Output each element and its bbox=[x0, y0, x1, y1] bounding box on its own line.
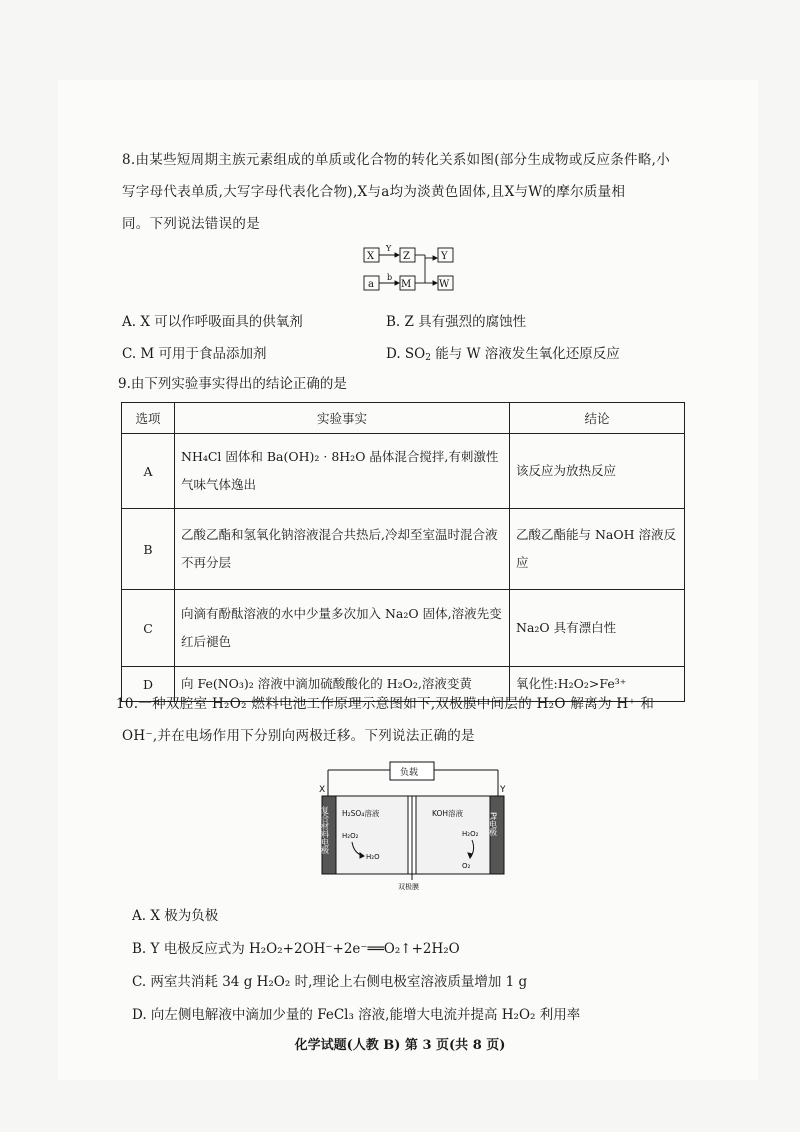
q8-option-d-post: 能与 W 溶液发生氧化还原反应 bbox=[430, 346, 620, 362]
q8-label-x: X bbox=[367, 251, 375, 262]
q10-option-c: C. 两室共消耗 34 g H₂O₂ 时,理论上右侧电极室溶液质量增加 1 g bbox=[132, 974, 528, 990]
q9-stem: 9.由下列实验事实得出的结论正确的是 bbox=[118, 376, 347, 392]
q10-option-b: B. Y 电极反应式为 H₂O₂+2OH⁻+2e⁻══O₂↑+2H₂O bbox=[132, 941, 460, 957]
left-electrode-label: 复合材料电极 bbox=[320, 806, 330, 854]
q8-line3: 同。下列说法错误的是 bbox=[122, 216, 260, 232]
q9-row-c-conclusion: Na₂O 具有漂白性 bbox=[510, 590, 685, 667]
q10-line1: 10.一种双腔室 H₂O₂ 燃料电池工作原理示意图如下,双极膜中间层的 H₂O 解离为 H⁺ 和 bbox=[116, 696, 655, 712]
q8-arrow-label-b: b bbox=[387, 273, 393, 282]
q9-table-header bbox=[122, 403, 685, 434]
q8-option-a: A. X 可以作呼吸面具的供氧剂 bbox=[122, 314, 303, 330]
q9-header-conclusion: 结论 bbox=[510, 403, 685, 434]
right-solution-label: KOH溶液 bbox=[432, 809, 464, 818]
q9-header-fact: 实验事实 bbox=[175, 403, 510, 434]
q8-line2: 写字母代表单质,大写字母代表化合物),X与a均为淡黄色固体,且X与W的摩尔质量相 bbox=[122, 184, 626, 200]
table-row bbox=[122, 434, 685, 509]
q10-fuel-cell-diagram bbox=[312, 760, 512, 892]
q10-line2: OH⁻,并在电场作用下分别向两极迁移。下列说法正确的是 bbox=[122, 728, 475, 744]
x-terminal-label: X bbox=[319, 785, 326, 795]
q9-header-option: 选项 bbox=[122, 403, 175, 434]
q9-row-a-option: A bbox=[122, 434, 175, 509]
table-row bbox=[122, 509, 685, 590]
q8-label-z: Z bbox=[403, 251, 410, 262]
left-solution-label: H₂SO₄溶液 bbox=[342, 809, 380, 818]
q9-row-b-conclusion: 乙酸乙酯能与 NaOH 溶液反应 bbox=[510, 509, 685, 590]
q8-label-w: W bbox=[439, 279, 450, 290]
q9-row-c-option: C bbox=[122, 590, 175, 667]
left-product-label: H₂O bbox=[366, 853, 380, 861]
q8-line1: 8.由某些短周期主族元素组成的单质或化合物的转化关系如图(部分生成物或反应条件略,小 bbox=[122, 152, 671, 168]
q8-arrow-label-y: Y bbox=[386, 244, 392, 253]
q8-label-a: a bbox=[368, 279, 374, 290]
right-electrode-label: Pt电极 bbox=[488, 812, 498, 836]
page-footer: 化学试题(人教 B) 第 3 页(共 8 页) bbox=[294, 1038, 506, 1053]
q9-row-a-conclusion: 该反应为放热反应 bbox=[510, 434, 685, 509]
q9-row-d-option: D bbox=[122, 667, 175, 702]
y-terminal-label: Y bbox=[500, 785, 506, 795]
q8-option-b: B. Z 具有强烈的腐蚀性 bbox=[386, 314, 527, 330]
q8-option-d-sub: 2 bbox=[425, 353, 431, 363]
right-reactant-label: H₂O₂ bbox=[462, 830, 479, 838]
table-row bbox=[122, 590, 685, 667]
q9-table bbox=[121, 402, 685, 702]
q9-row-b-option: B bbox=[122, 509, 175, 590]
q10-option-d: D. 向左侧电解液中滴加少量的 FeCl₃ 溶液,能增大电流并提高 H₂O₂ 利用率 bbox=[132, 1007, 581, 1023]
q9-row-d-fact: 向 Fe(NO₃)₂ 溶液中滴加硫酸酸化的 H₂O₂,溶液变黄 bbox=[175, 667, 510, 702]
q9-row-b-fact: 乙酸乙酯和氢氧化钠溶液混合共热后,冷却至室温时混合液不再分层 bbox=[175, 509, 510, 590]
q10-option-a: A. X 极为负极 bbox=[132, 908, 219, 924]
q8-label-m: M bbox=[401, 279, 412, 290]
load-label: 负载 bbox=[400, 768, 419, 778]
question-10 bbox=[116, 688, 696, 752]
q8-option-c: C. M 可用于食品添加剂 bbox=[122, 346, 267, 362]
q8-option-d-pre: D. SO bbox=[386, 346, 426, 362]
right-product-label: O₂ bbox=[462, 862, 471, 870]
q9-row-d-conclusion: 氧化性:H₂O₂>Fe³⁺ bbox=[510, 667, 685, 702]
q9-row-a-fact: NH₄Cl 固体和 Ba(OH)₂ · 8H₂O 晶体混合搅拌,有刺激性气味气体逸出 bbox=[175, 434, 510, 509]
membrane-label: 双极膜 bbox=[398, 883, 419, 891]
q9-row-c-fact: 向滴有酚酞溶液的水中少量多次加入 Na₂O 固体,溶液先变红后褪色 bbox=[175, 590, 510, 667]
q8-label-y: Y bbox=[441, 251, 448, 262]
q8-transformation-diagram bbox=[362, 236, 462, 298]
question-8 bbox=[122, 144, 682, 240]
left-reactant-label: H₂O₂ bbox=[342, 832, 359, 840]
q8-option-d bbox=[386, 342, 620, 363]
